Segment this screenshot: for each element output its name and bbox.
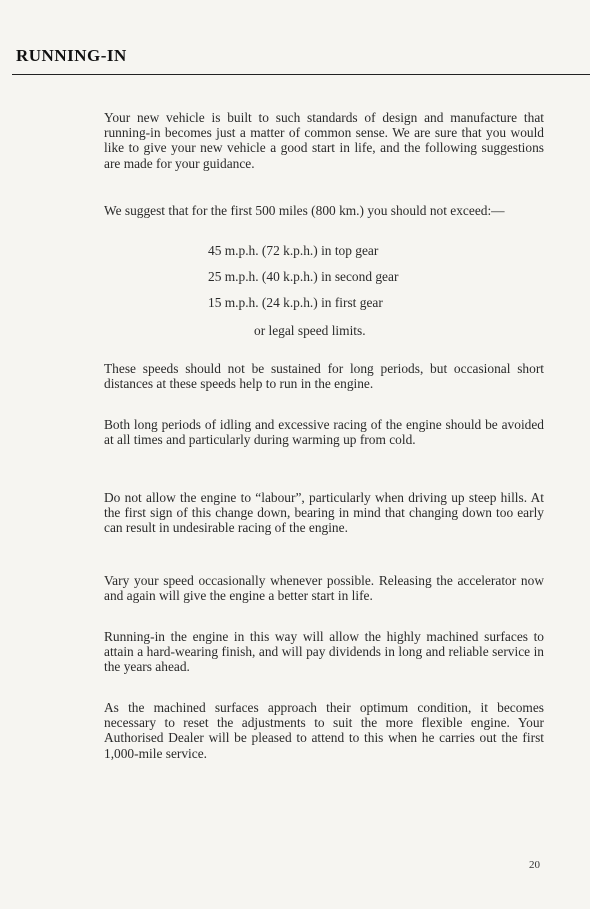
speed-second-gear: 25 m.p.h. (40 k.p.h.) in second gear <box>208 269 399 284</box>
header-divider <box>12 74 590 75</box>
speed-top-gear: 45 m.p.h. (72 k.p.h.) in top gear <box>208 243 379 258</box>
paragraph-running-in: Running-in the engine in this way will allow the highly machined surfaces to attain a hard-wearing finish, and will pay dividends in long and reliable service in the years ahead. <box>104 629 544 675</box>
paragraph-suggest: We suggest that for the first 500 miles (800 km.) you should not exceed:— <box>104 203 505 218</box>
speed-legal-limits: or legal speed limits. <box>254 323 366 338</box>
paragraph-idling: Both long periods of idling and excessive racing of the engine should be avoided at all times and particularly during warming up from cold. <box>104 417 544 448</box>
paragraph-intro: Your new vehicle is built to such standards of design and manufacture that running-in becomes just a matter of common sense. We are sure that you would like to give your new vehicle a good start in life, and the following suggestions are made for your guidance. <box>104 110 544 171</box>
speed-first-gear: 15 m.p.h. (24 k.p.h.) in first gear <box>208 295 383 310</box>
paragraph-vary: Vary your speed occasionally whenever possible. Releasing the accelerator now and again will give the engine a better start in life. <box>104 573 544 604</box>
page-number: 20 <box>529 859 540 871</box>
paragraph-sustained: These speeds should not be sustained for long periods, but occasional short distances at these speeds help to run in the engine. <box>104 361 544 392</box>
paragraph-surfaces: As the machined surfaces approach their optimum condition, it becomes necessary to reset the adjustments to suit the more flexible engine. Your Authorised Dealer will be pleased to attend to this when he carries out the first 1,000-mile service. <box>104 700 544 761</box>
paragraph-labour: Do not allow the engine to “labour”, particularly when driving up steep hills. At the first sign of this change down, bearing in mind that changing down too early can result in undesirable racing of the engine. <box>104 490 544 536</box>
page-title: RUNNING-IN <box>16 46 127 65</box>
